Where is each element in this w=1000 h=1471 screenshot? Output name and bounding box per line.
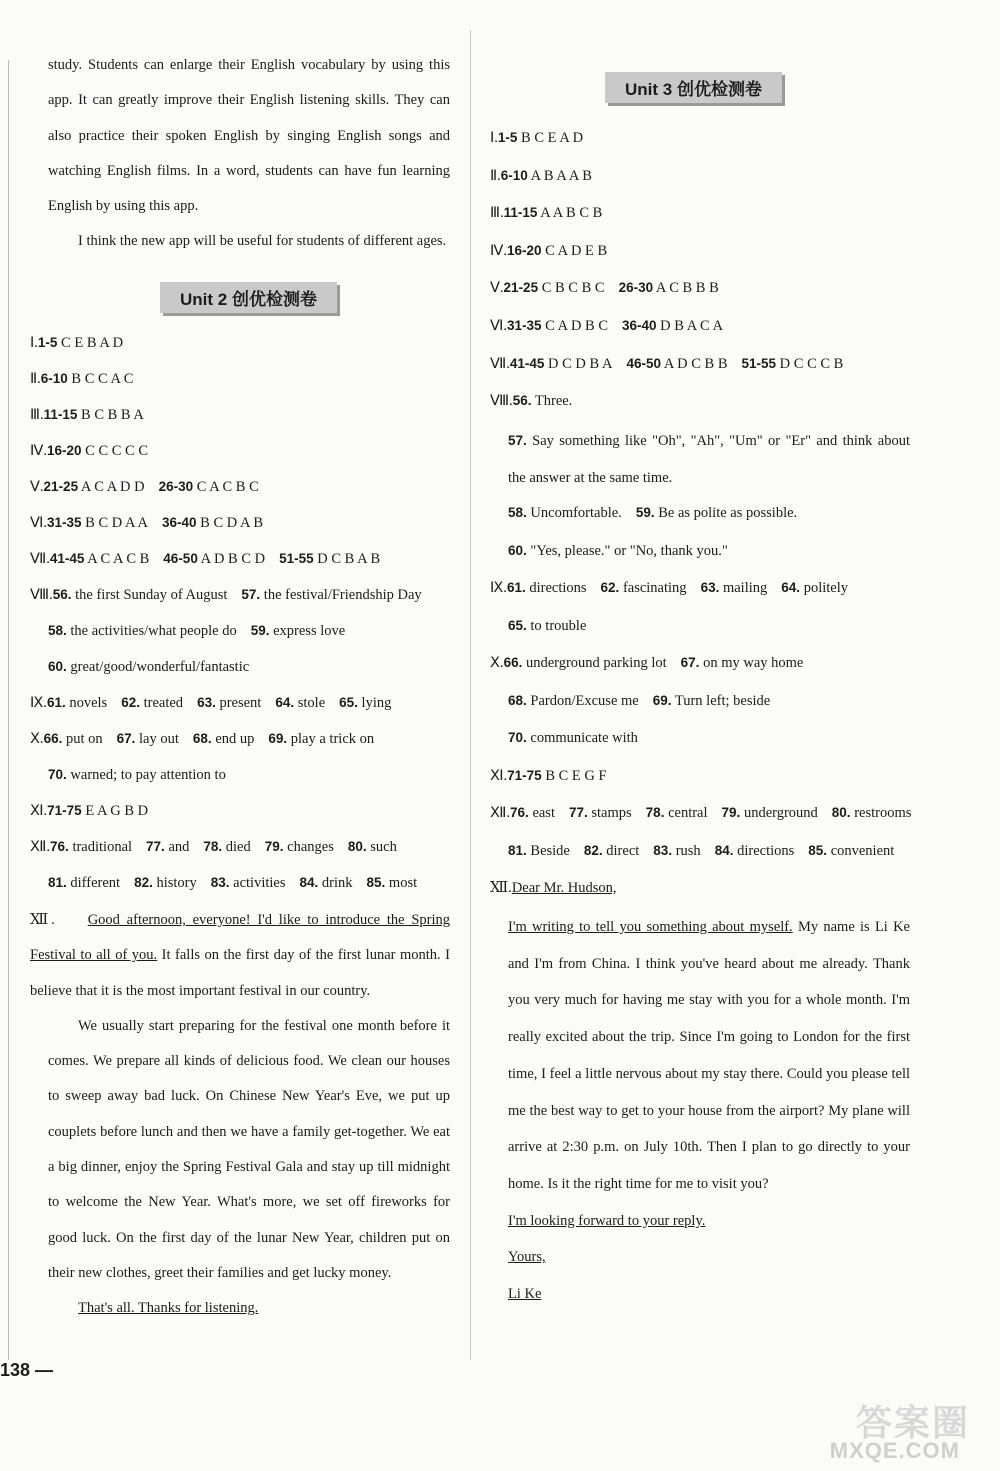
question-number: 11-15 bbox=[43, 407, 78, 422]
answer-text: "Yes, please." or "No, thank you." bbox=[526, 542, 728, 559]
answer-text: A D B C D bbox=[197, 551, 266, 567]
letter-body: I'm writing to tell you something about myself. My name is Li Ke and I'm from China. I think you've heard about me already. Thank you very much for having me stay with you for a whole month. I'm really excited about the trip. Since I'm going to London for the first time, I feel a little nervous about my stay there. Could you please tell me the best way to get to your house from the airport? My plane will arrive at 2:30 p.m. on July 10th. Then I plan to go directly to your home. Is it the right time for me to visit you? I'm looking forward to your reply. Yours, Li Ke bbox=[508, 919, 910, 1303]
answer-text: lay out bbox=[135, 731, 179, 747]
question-number: 83. bbox=[653, 842, 673, 858]
question-number: 11-15 bbox=[503, 205, 538, 221]
question-number: 77. bbox=[568, 805, 588, 820]
question-number: 78. bbox=[203, 839, 223, 854]
answer-line bbox=[30, 731, 374, 748]
question-number: 79. bbox=[721, 805, 741, 820]
answer-text: A A B C B bbox=[537, 205, 603, 222]
section-numeral: Ⅹ. bbox=[30, 731, 44, 747]
section-numeral: Ⅲ. bbox=[490, 205, 504, 222]
answer-text: Turn left; beside bbox=[671, 692, 771, 709]
section-numeral: Ⅶ. bbox=[30, 551, 50, 567]
section-numeral: Ⅲ. bbox=[30, 407, 44, 423]
question-number: 70. bbox=[508, 730, 527, 745]
letter-signoff: Yours, bbox=[508, 1249, 546, 1266]
answer-text: history bbox=[152, 875, 197, 891]
answer-line bbox=[490, 280, 719, 297]
section-numeral: Ⅻ. bbox=[30, 839, 51, 855]
question-number: 76. bbox=[510, 805, 529, 820]
answer-line bbox=[30, 407, 144, 424]
question-number: 46-50 bbox=[626, 355, 662, 371]
answer-text: drink bbox=[318, 875, 353, 891]
answer-text: novels bbox=[65, 695, 108, 711]
answer-text: mailing bbox=[719, 580, 768, 596]
essay-body: We usually start preparing for the festival one month before it comes. We prepare all kinds of delicious food. We clean our houses to sweep away bad luck. On Chinese New Year's Eve, we put up couplets before lunch and then we have a family get-together. We eat a big dinner, enjoy the Spring Festival Gala and stay up till midnight to welcome the New Year. What's more, we set off fireworks for good luck. On the first day of the lunar New Year, children put on their new clothes, greet their families and get lucky money. bbox=[48, 1017, 450, 1281]
question-number: 62. bbox=[600, 580, 620, 595]
answer-text: the activities/what people do bbox=[66, 623, 237, 639]
unit2-title: Unit 2 创优检测卷 bbox=[160, 282, 337, 313]
answer-text: express love bbox=[269, 623, 346, 639]
question-number: 60. bbox=[508, 542, 527, 558]
letter-salutation: Dear Mr. Hudson, bbox=[511, 880, 617, 896]
answer-text: Beside bbox=[526, 842, 570, 859]
answer-text: C A D E B bbox=[541, 242, 608, 259]
question-number: 85. bbox=[808, 842, 828, 858]
question-number: 69. bbox=[652, 692, 672, 708]
question-number: 70. bbox=[48, 767, 67, 782]
question-number: 77. bbox=[146, 839, 165, 854]
section-numeral: Ⅻ. bbox=[490, 805, 511, 821]
question-number: 36-40 bbox=[622, 318, 657, 333]
answer-line bbox=[490, 356, 843, 373]
essay-closing: That's all. Thanks for listening. bbox=[78, 1300, 259, 1317]
answer-text: E A G B D bbox=[81, 803, 149, 819]
section-numeral: Ⅰ. bbox=[30, 335, 38, 351]
answer-line bbox=[490, 205, 602, 222]
question-number: 26-30 bbox=[618, 280, 654, 296]
question-number: 67. bbox=[116, 731, 136, 746]
section-numeral: Ⅱ. bbox=[30, 371, 41, 387]
answer-text: fascinating bbox=[619, 580, 687, 596]
answer-line bbox=[490, 318, 723, 335]
answer-text: play a trick on bbox=[287, 731, 375, 747]
answer-text: B C E A D bbox=[517, 130, 584, 146]
answer-text: A C A D D bbox=[78, 479, 145, 495]
answer-text: B C E G F bbox=[541, 767, 607, 784]
question-number: 46-50 bbox=[163, 551, 198, 566]
question-number: 57. bbox=[241, 587, 261, 602]
section-numeral: Ⅺ. bbox=[30, 803, 48, 819]
question-number: 79. bbox=[264, 839, 284, 854]
answer-text: such bbox=[366, 839, 397, 855]
answer-line bbox=[48, 767, 226, 784]
answer-line bbox=[490, 168, 592, 185]
answer-text: traditional bbox=[68, 839, 133, 855]
answer-text: lying bbox=[357, 695, 392, 711]
page-number: 138 — bbox=[0, 1360, 54, 1380]
answer-line bbox=[48, 659, 249, 676]
question-number: 76. bbox=[50, 839, 69, 854]
answer-text: D C D B A bbox=[544, 355, 613, 372]
question-number: 58. bbox=[48, 623, 67, 638]
answer-text: A C A C B bbox=[84, 551, 150, 567]
answer-text: great/good/wonderful/fantastic bbox=[66, 659, 250, 675]
question-number: 6-10 bbox=[500, 167, 528, 183]
section-numeral: Ⅵ. bbox=[490, 318, 507, 334]
answer-text: Uncomfortable. bbox=[526, 505, 622, 521]
intro-paragraph: study. Students can enlarge their English vocabulary by using this app. It can greatly improve their English listening skills. They can also practice their spoken English by singing English songs and watching English films. In a word, students can have fun learning English by using this app. I think the new app will be useful for students of different ages. bbox=[48, 57, 450, 250]
question-number: 78. bbox=[645, 805, 665, 820]
question-number: 31-35 bbox=[47, 515, 82, 530]
answer-text: east bbox=[528, 805, 555, 821]
answer-line bbox=[30, 479, 259, 496]
question-number: 16-20 bbox=[507, 242, 542, 258]
section-numeral: Ⅷ. bbox=[30, 587, 53, 603]
section-numeral: Ⅰ. bbox=[490, 130, 498, 146]
left-margin-rule bbox=[8, 60, 9, 1360]
answer-line bbox=[48, 623, 345, 640]
answer-text: different bbox=[66, 875, 121, 891]
letter-label-row: Ⅻ.Dear Mr. Hudson, bbox=[490, 880, 617, 896]
answer-text: directions bbox=[525, 580, 587, 596]
section-numeral: Ⅵ. bbox=[30, 515, 47, 531]
watermark-url: MXQE.COM bbox=[829, 1438, 960, 1463]
answer-text: C A D B C bbox=[541, 318, 609, 334]
question-number: 82. bbox=[583, 842, 603, 858]
answer-line bbox=[30, 443, 148, 460]
question-number: 64. bbox=[781, 580, 801, 595]
question-number: 59. bbox=[635, 505, 655, 520]
answer-line bbox=[30, 371, 133, 388]
answer-text: changes bbox=[283, 839, 334, 855]
answer-text: B C D A A bbox=[81, 515, 149, 531]
answer-text: died bbox=[222, 839, 251, 855]
answer-line bbox=[30, 695, 391, 712]
unit3-title: Unit 3 创优检测卷 bbox=[605, 72, 782, 103]
question-number: 56. bbox=[52, 587, 72, 602]
question-number: 85. bbox=[366, 875, 386, 890]
answer-line bbox=[30, 335, 123, 352]
section-numeral: Ⅶ. bbox=[490, 355, 510, 372]
answer-text: C C C C C bbox=[81, 443, 149, 459]
answer-text: restrooms bbox=[850, 805, 912, 821]
answer-text: the festival/Friendship Day bbox=[260, 587, 422, 603]
essay-topic-sentence: Good afternoon, everyone! I'd like to introduce the Spring Festival to all of you. bbox=[30, 912, 450, 964]
answer-text: stamps bbox=[587, 805, 632, 821]
answer-text: to trouble bbox=[526, 617, 587, 634]
answer-text: D B A C A bbox=[656, 318, 724, 334]
question-number: 65. bbox=[508, 617, 527, 633]
letter-opening: I'm writing to tell you something about myself. bbox=[508, 919, 793, 935]
question-number: 67. bbox=[680, 655, 700, 670]
answer-line bbox=[508, 618, 586, 635]
answer-line bbox=[490, 243, 607, 260]
section-numeral: Ⅸ. bbox=[30, 695, 47, 711]
section-numeral: Ⅺ. bbox=[490, 767, 508, 784]
answer-text: activities bbox=[229, 875, 286, 891]
answer-line bbox=[490, 655, 803, 672]
question-number: 66. bbox=[43, 731, 63, 746]
column-divider bbox=[470, 30, 471, 1360]
answer-text: B C D A B bbox=[196, 515, 264, 531]
section-numeral: Ⅳ. bbox=[30, 443, 48, 459]
answer-line bbox=[30, 515, 263, 532]
answer-line bbox=[508, 505, 797, 522]
unit2-essay bbox=[30, 903, 450, 1327]
question-number: 41-45 bbox=[49, 551, 85, 566]
question-number: 61. bbox=[46, 695, 66, 710]
answer-line bbox=[30, 551, 380, 568]
answer-line bbox=[508, 693, 770, 710]
answer-line bbox=[30, 839, 397, 856]
answer-text: rush bbox=[672, 842, 701, 859]
question-number: 21-25 bbox=[43, 479, 79, 494]
section-numeral: Ⅹ. bbox=[490, 655, 504, 671]
question-number: 56. bbox=[512, 393, 532, 409]
answer-line bbox=[508, 543, 728, 560]
answer-text: on my way home bbox=[699, 655, 804, 671]
question-number: 80. bbox=[347, 839, 367, 854]
section-numeral: Ⅳ. bbox=[490, 242, 508, 259]
answer-line bbox=[30, 587, 422, 604]
answer-text: D C B A B bbox=[313, 551, 381, 567]
question-number: 63. bbox=[700, 580, 720, 595]
answer-text: A B A A B bbox=[527, 167, 592, 184]
question-number: 58. bbox=[508, 505, 527, 520]
answer-text: D C C C B bbox=[776, 355, 844, 372]
answer-text: present bbox=[215, 695, 262, 711]
answer-text: Three. bbox=[531, 393, 573, 410]
answer-text: stole bbox=[294, 695, 326, 711]
answer-line bbox=[490, 130, 583, 147]
question-number: 84. bbox=[714, 842, 734, 858]
question-number: 6-10 bbox=[40, 371, 68, 386]
watermark-logo: 答案圈 bbox=[855, 1402, 970, 1443]
answer-text: A C B B B bbox=[653, 280, 719, 297]
answer-text: convenient bbox=[827, 842, 895, 859]
answer-text: end up bbox=[211, 731, 255, 747]
question-number: 64. bbox=[275, 695, 295, 710]
question-number: 62. bbox=[121, 695, 140, 710]
answer-line bbox=[490, 393, 572, 410]
question-number: 1-5 bbox=[37, 335, 58, 350]
answer-text: warned; to pay attention to bbox=[66, 767, 226, 783]
question-number: 71-75 bbox=[47, 803, 82, 818]
answer-text: C A C B C bbox=[193, 479, 259, 495]
question-number: 41-45 bbox=[509, 355, 545, 371]
letter-signature: Li Ke bbox=[508, 1286, 542, 1303]
answer-text: C B C B C bbox=[538, 280, 605, 297]
question-number: 81. bbox=[508, 842, 527, 858]
question-number: 31-35 bbox=[507, 318, 542, 333]
answer-line bbox=[508, 730, 638, 747]
question-number: 36-40 bbox=[162, 515, 197, 530]
letter-closing: I'm looking forward to your reply. bbox=[508, 1212, 706, 1229]
answer-line bbox=[490, 580, 848, 597]
answer-line bbox=[30, 803, 148, 820]
answer-text: Be as polite as possible. bbox=[654, 505, 798, 521]
question-number: 16-20 bbox=[47, 443, 82, 458]
answer-text: the first Sunday of August bbox=[71, 587, 228, 603]
answer-text: central bbox=[664, 805, 708, 821]
section-numeral: Ⅷ. bbox=[490, 393, 513, 410]
answer-line bbox=[48, 875, 417, 892]
essay-label: Ⅻ. bbox=[30, 912, 55, 928]
question-number: 84. bbox=[299, 875, 319, 890]
answer-text: A D C B B bbox=[661, 355, 728, 372]
question-number: 63. bbox=[197, 695, 216, 710]
answer-text: Pardon/Excuse me bbox=[526, 692, 639, 709]
answer-line bbox=[490, 805, 911, 822]
answer-text: most bbox=[385, 875, 418, 891]
question-number: 26-30 bbox=[158, 479, 194, 494]
answer-text: underground bbox=[740, 805, 818, 821]
section-numeral: Ⅴ. bbox=[30, 479, 44, 495]
answer-text: politely bbox=[800, 580, 848, 596]
question-number: 59. bbox=[250, 623, 270, 638]
question-number: 68. bbox=[192, 731, 212, 746]
answer-text: C E B A D bbox=[57, 335, 124, 351]
question-number: 51-55 bbox=[741, 355, 777, 371]
answer-text: directions bbox=[733, 842, 795, 859]
answer-text: communicate with bbox=[526, 730, 638, 746]
answer-text: direct bbox=[602, 842, 640, 859]
question-number: 68. bbox=[508, 692, 527, 708]
answer-line bbox=[490, 768, 607, 785]
question-number: 83. bbox=[210, 875, 230, 890]
answer-text: B C B B A bbox=[77, 407, 144, 423]
question-number: 66. bbox=[503, 655, 523, 670]
section-numeral: Ⅴ. bbox=[490, 280, 504, 297]
answer-text: B C C A C bbox=[67, 371, 134, 387]
q57-answer: 57. Say something like "Oh", "Ah", "Um" or "Er" and think about the answer at the same time. bbox=[508, 433, 910, 486]
question-number: 51-55 bbox=[279, 551, 314, 566]
essay-intro-rest: It falls on the first day of the first lunar month. I believe that it is the most important festival in our country. bbox=[30, 947, 450, 999]
answer-text: put on bbox=[62, 731, 103, 747]
question-number: 65. bbox=[339, 695, 358, 710]
question-number: 69. bbox=[268, 731, 288, 746]
question-number: 81. bbox=[48, 875, 67, 890]
question-number: 60. bbox=[48, 659, 67, 674]
section-numeral: Ⅱ. bbox=[490, 167, 501, 184]
question-number: 21-25 bbox=[503, 280, 539, 296]
question-number: 61. bbox=[506, 580, 526, 595]
question-number: 82. bbox=[134, 875, 153, 890]
question-number: 1-5 bbox=[497, 130, 518, 145]
question-number: 71-75 bbox=[507, 767, 542, 783]
answer-line bbox=[508, 843, 894, 860]
answer-text: treated bbox=[139, 695, 184, 711]
answer-text: and bbox=[164, 839, 190, 855]
question-number: 80. bbox=[831, 805, 851, 820]
answer-text: underground parking lot bbox=[522, 655, 667, 671]
section-numeral: Ⅸ. bbox=[490, 580, 507, 596]
